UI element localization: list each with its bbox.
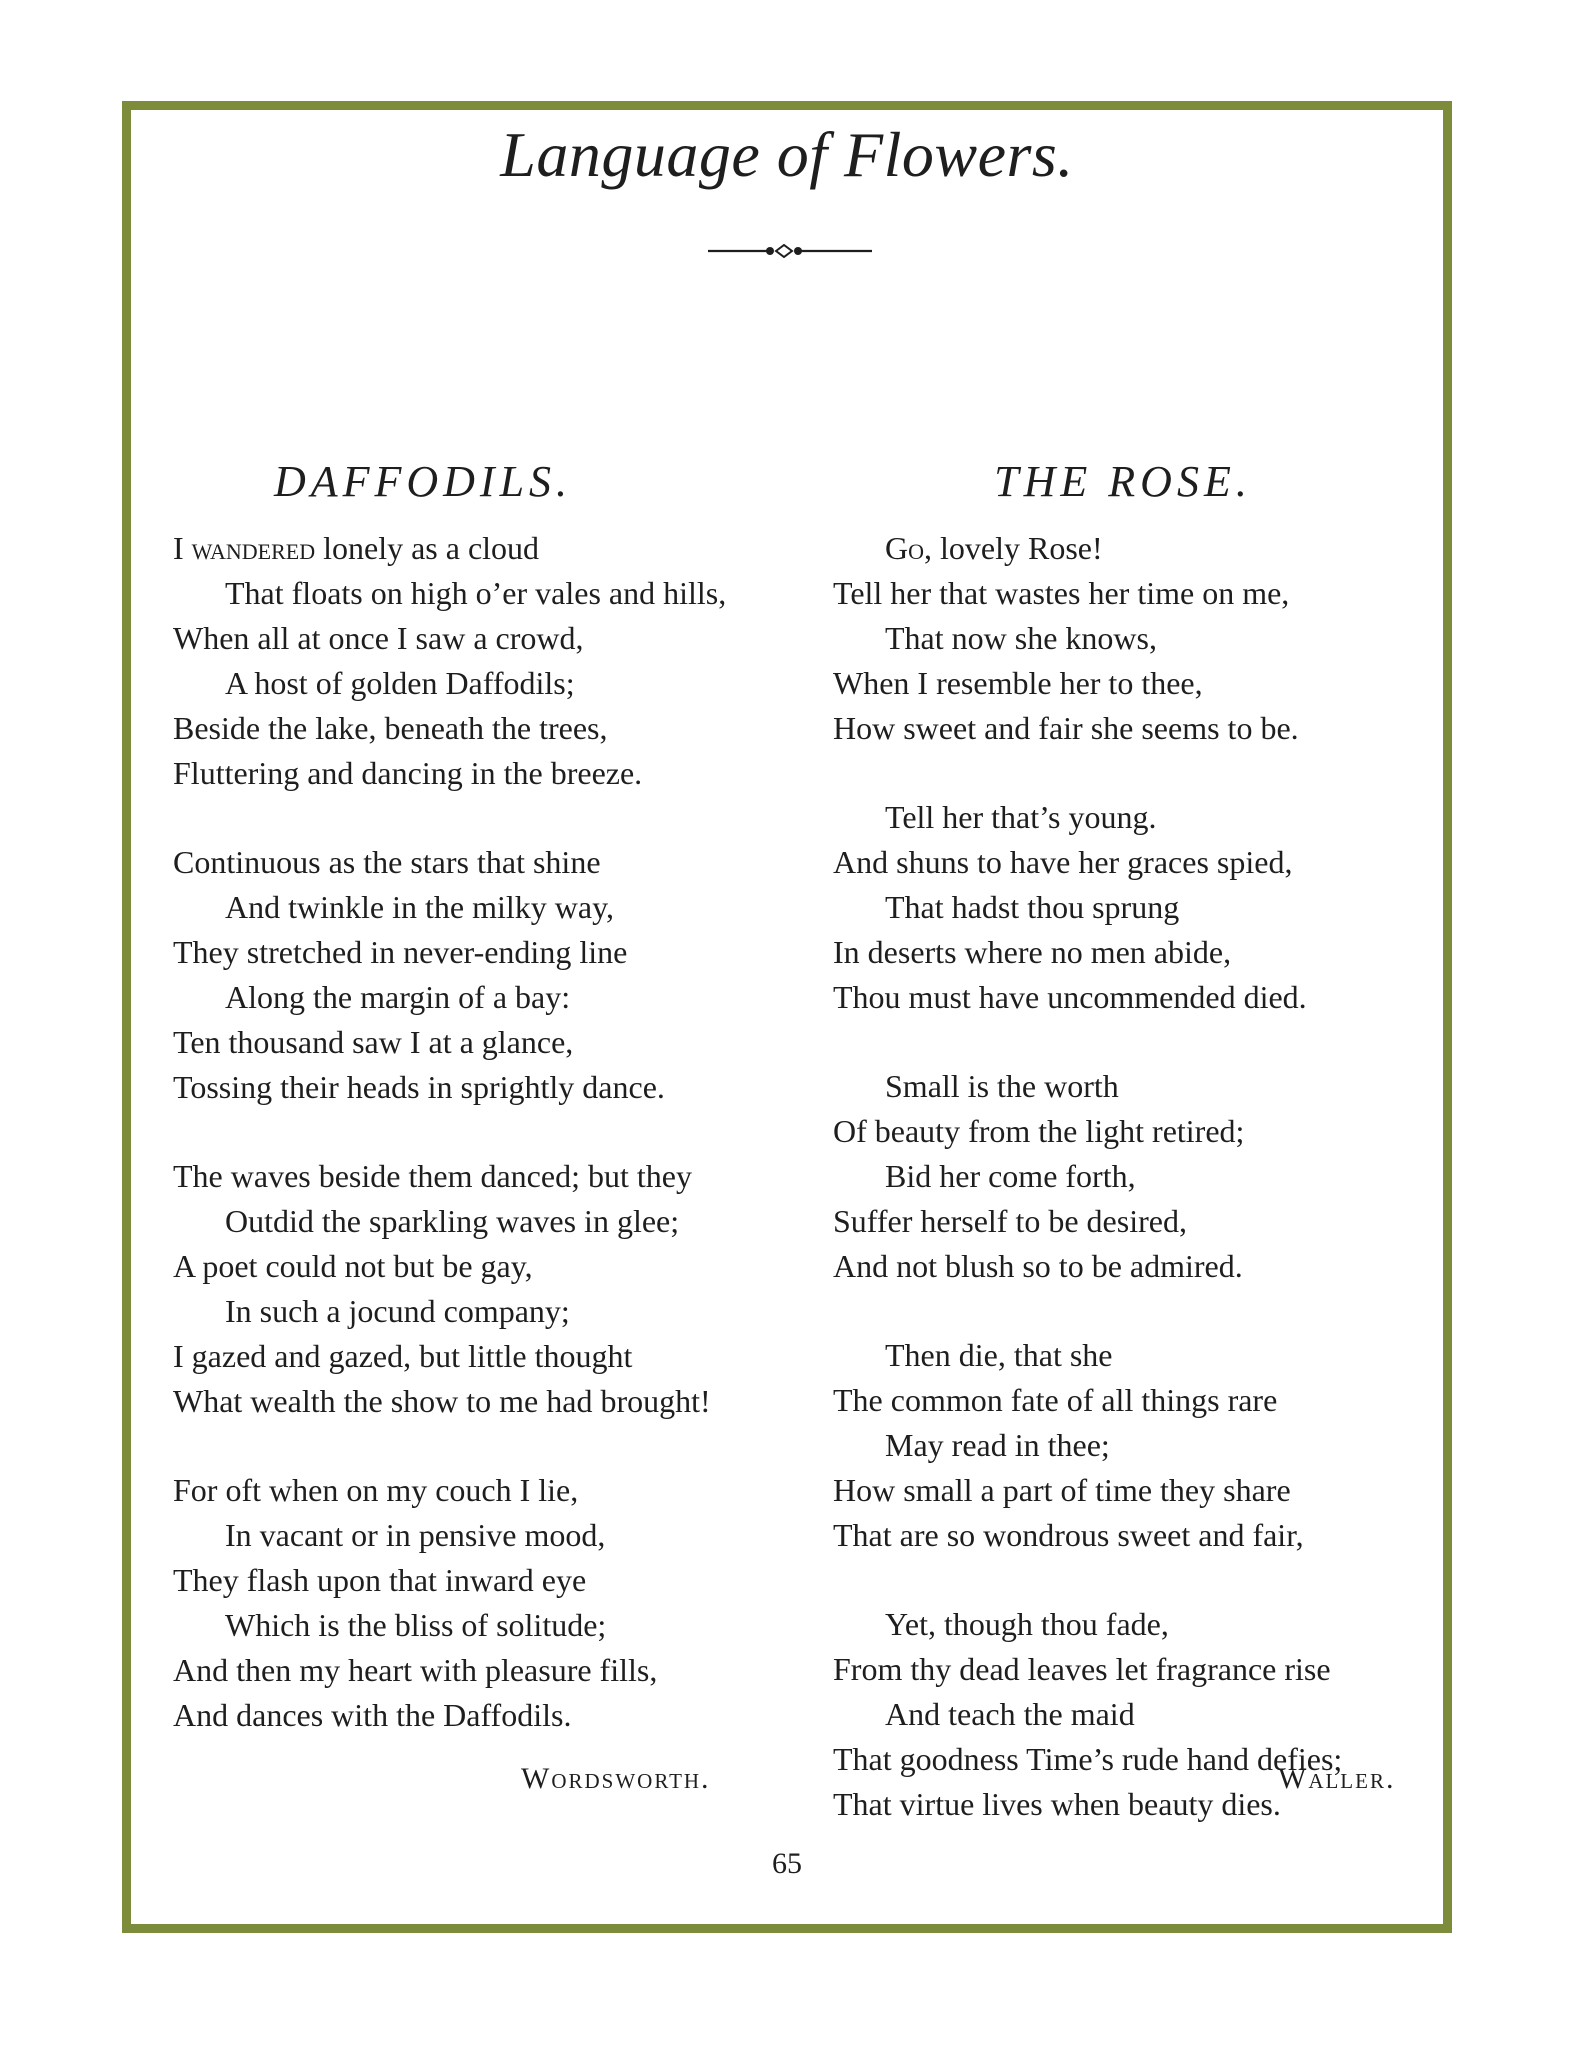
poem-line: Tell her that’s young. [885, 799, 1157, 835]
poem-line: And then my heart with pleasure fills, [173, 1652, 658, 1688]
poem-line: That hadst thou sprung [885, 889, 1180, 925]
page-title: Language of Flowers. [500, 119, 1074, 190]
poem-line: That floats on high o’er vales and hills, [225, 575, 727, 611]
poem-line: Tell her that wastes her time on me, [833, 575, 1290, 611]
poem-line: Then die, that she [885, 1337, 1113, 1373]
poem-line: A host of golden Daffodils; [225, 665, 575, 701]
poem-line: Thou must have uncommended died. [833, 979, 1307, 1015]
poem-line: And teach the maid [885, 1696, 1135, 1732]
poem-line: The common fate of all things rare [833, 1382, 1278, 1418]
poem-line: From thy dead leaves let fragrance rise [833, 1651, 1331, 1687]
poem-line: I gazed and gazed, but little thought [173, 1338, 633, 1374]
poem-line: Of beauty from the light retired; [833, 1113, 1245, 1149]
poem-heading-daffodils: DAFFODILS. [273, 457, 573, 506]
poem-line: When all at once I saw a crowd, [173, 620, 584, 656]
stanza [833, 795, 1342, 1020]
poem-line: What wealth the show to me had brought! [173, 1383, 711, 1419]
poem-line: Along the margin of a bay: [225, 979, 571, 1015]
poem-line: That goodness Time’s rude hand defies; [833, 1741, 1343, 1777]
stanza [833, 1333, 1342, 1558]
poem-line: Beside the lake, beneath the trees, [173, 710, 608, 746]
poem-the-rose [833, 526, 1342, 1871]
poem-line: Outdid the sparkling waves in glee; [225, 1203, 680, 1239]
stanza [173, 1154, 726, 1424]
poem-line: In such a jocund company; [225, 1293, 570, 1329]
poem-line: Small is the worth [885, 1068, 1119, 1104]
poem-line: When I resemble her to thee, [833, 665, 1203, 701]
poem-line: Suffer herself to be desired, [833, 1203, 1187, 1239]
poem-line: Fluttering and dancing in the breeze. [173, 755, 643, 791]
ornament-divider-icon [582, 236, 882, 266]
poem-line: And not blush so to be admired. [833, 1248, 1243, 1284]
poem-line: And shuns to have her graces spied, [833, 844, 1293, 880]
poem-author-waller: Waller. [1278, 1762, 1396, 1795]
poem-line: Bid her come forth, [885, 1158, 1136, 1194]
poem-line: In vacant or in pensive mood, [225, 1517, 606, 1553]
poem-line: They stretched in never-ending line [173, 934, 628, 970]
poem-line: In deserts where no men abide, [833, 934, 1232, 970]
stanza [833, 1064, 1342, 1289]
poem-line: And twinkle in the milky way, [225, 889, 614, 925]
poem-line: That are so wondrous sweet and fair, [833, 1517, 1304, 1553]
poem-line: I wandered lonely as a cloud [173, 530, 540, 566]
stanza [173, 1468, 726, 1738]
poem-line: Tossing their heads in sprightly dance. [173, 1069, 665, 1105]
poem-line: They flash upon that inward eye [173, 1562, 587, 1598]
poem-line: That virtue lives when beauty dies. [833, 1786, 1281, 1822]
poem-line: Ten thousand saw I at a glance, [173, 1024, 574, 1060]
stanza [833, 1602, 1342, 1827]
poem-line: And dances with the Daffodils. [173, 1697, 572, 1733]
poem-heading-the-rose: THE ROSE. [994, 457, 1252, 506]
poem-line: That now she knows, [885, 620, 1157, 656]
poem-line: May read in thee; [885, 1427, 1110, 1463]
stanza [173, 526, 726, 796]
poem-line: Go, lovely Rose! [885, 530, 1103, 566]
poem-line: The waves beside them danced; but they [173, 1158, 692, 1194]
poem-line: How sweet and fair she seems to be. [833, 710, 1299, 746]
poem-author-wordsworth: Wordsworth. [521, 1762, 711, 1795]
poem-daffodils [173, 526, 726, 1782]
stanza [833, 526, 1342, 751]
stanza [173, 840, 726, 1110]
poem-line: Continuous as the stars that shine [173, 844, 601, 880]
poem-line: For oft when on my couch I lie, [173, 1472, 579, 1508]
poem-line: A poet could not but be gay, [173, 1248, 533, 1284]
poem-line: How small a part of time they share [833, 1472, 1291, 1508]
poem-line: Yet, though thou fade, [885, 1606, 1169, 1642]
page-number: 65 [772, 1847, 802, 1880]
poem-line: Which is the bliss of solitude; [225, 1607, 607, 1643]
